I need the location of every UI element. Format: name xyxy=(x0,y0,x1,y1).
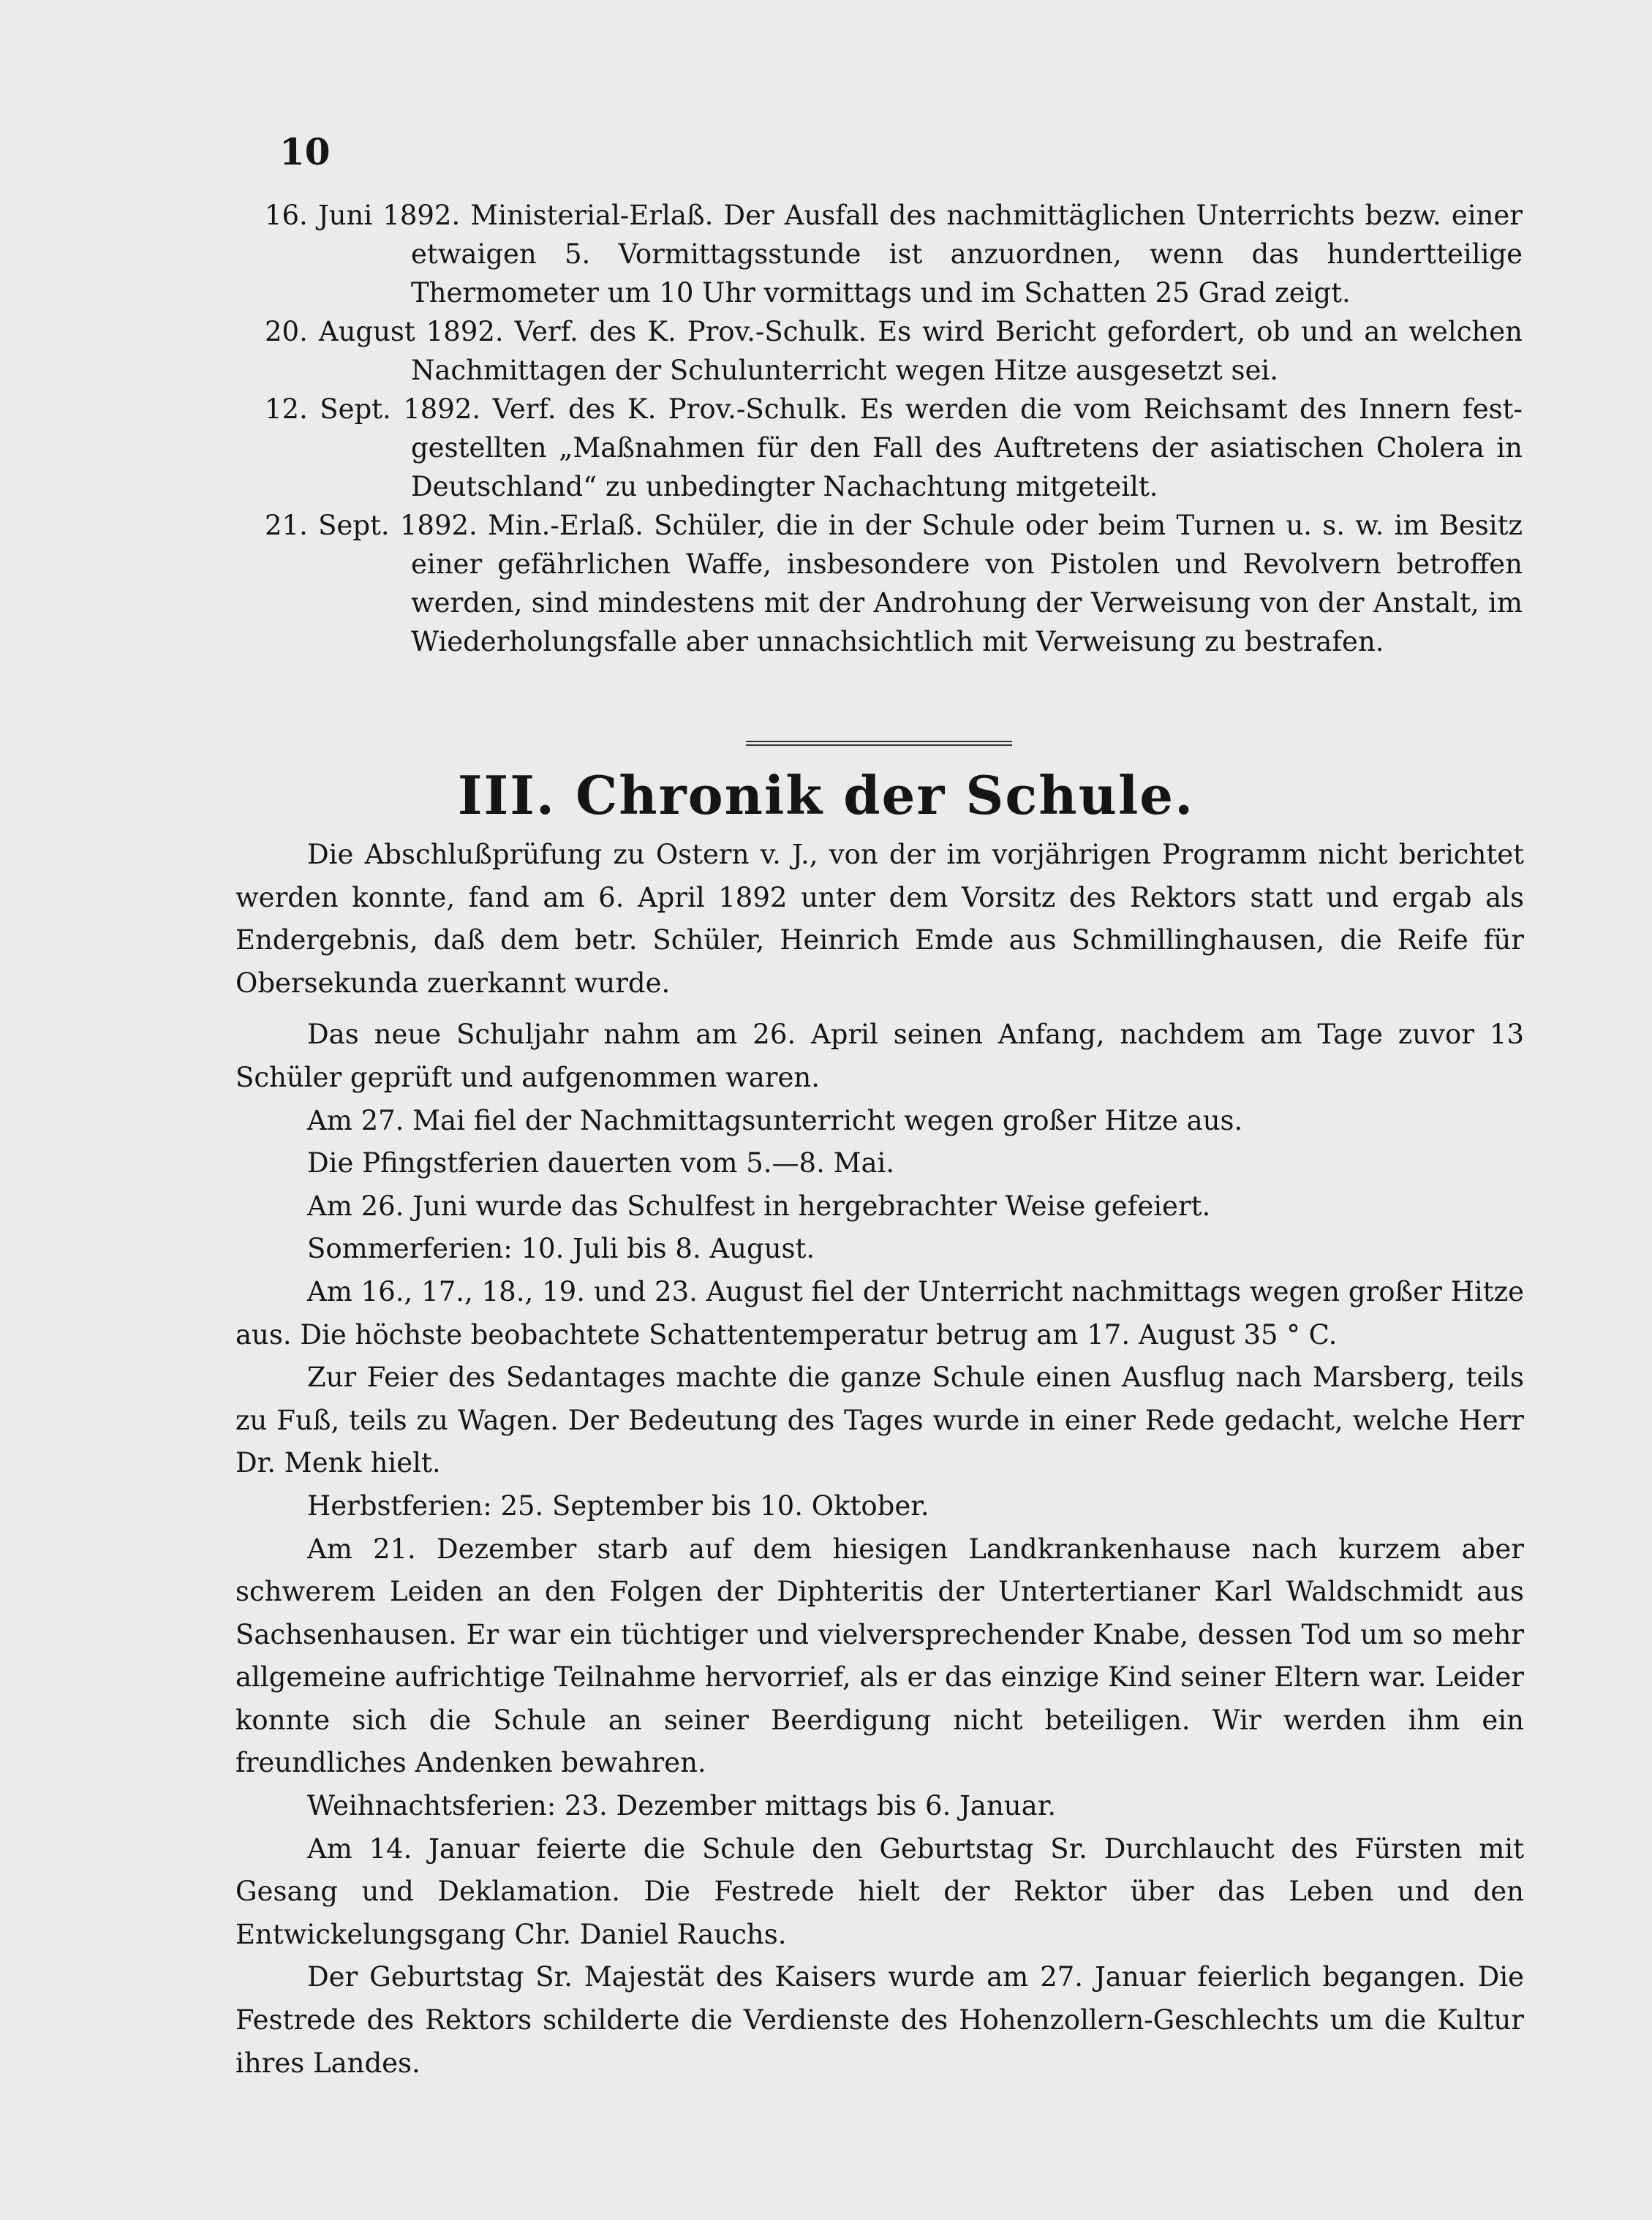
decree-text: gestellten „Maßnahmen für den Fall des Auftretens der asiatischen Cholera in Deutschland“ zu unbedingter Nachachtung mitgeteilt. xyxy=(411,432,1523,502)
chronicle-paragraph: Am 27. Mai fiel der Nachmittagsunterricht wegen großer Hitze aus. xyxy=(307,1104,1243,1136)
decree-text: einer gefährlichen Waffe, insbesondere von Pistolen und Revolvern betroffen werden, sind mindestens mit der Androhung der Verweisung von der Anstalt, im Wiederholungsfalle aber unnachsichtlich mit Verweisung zu bestrafen. xyxy=(411,548,1523,657)
chronicle-paragraph: Zur Feier des Sedantages machte die ganze Schule einen Ausflug nach Marsberg, teils zu Fuß, teils zu Wagen. Der Bedeutung des Tages wurde in einer Rede gedacht, welche Herr Dr. Menk hielt. xyxy=(235,1362,1524,1479)
chronicle-paragraph: Am 16., 17., 18., 19. und 23. August fiel der Unterricht nachmittags wegen großer Hitze aus. Die höchste beobachtete Schattentemperatur betrug am 17. August 35 ° C. xyxy=(235,1275,1524,1351)
chronicle-paragraph: Die Abschlußprüfung zu Ostern v. J., von der im vorjährigen Programm nicht berichtet werden konnte, fand am 6. April 1892 unter dem Vorsitz des Rektors statt und ergab als Endergebnis, daß dem betr. Schüler, Heinrich Emde aus Schmillinghausen, die Reife für Obersekunda zuerkannt wurde. xyxy=(235,839,1524,999)
chronicle-text xyxy=(235,834,1524,2085)
chronicle-paragraph: Weihnachtsferien: 23. Dezember mittags bis 6. Januar. xyxy=(307,1790,1057,1822)
decree-entry xyxy=(265,390,1523,506)
chronicle-paragraph: Sommerferien: 10. Juli bis 8. August. xyxy=(307,1233,815,1265)
decree-list xyxy=(265,196,1523,661)
decree-heading: 21. Sept. 1892. Min.-Erlaß. Schüler, die in der Schule oder beim Turnen u. s. w. im Besitz xyxy=(265,510,1523,541)
decree-entry xyxy=(265,196,1523,312)
chronicle-paragraph: Das neue Schuljahr nahm am 26. April seinen Anfang, nachdem am Tage zuvor 13 Schüler geprüft und aufgenommen waren. xyxy=(235,1019,1524,1093)
page-number: 10 xyxy=(279,130,331,173)
decree-entry xyxy=(265,506,1523,661)
chronicle-paragraph: Am 26. Juni wurde das Schulfest in hergebrachter Weise gefeiert. xyxy=(307,1190,1211,1222)
decree-text: etwaigen 5. Vormittagsstunde ist anzuordnen, wenn das hundertteilige Thermometer um 10 Uhr vormittags und im Schatten 25 Grad zeigt. xyxy=(411,238,1523,309)
chronicle-paragraph: Am 14. Januar feierte die Schule den Geburtstag Sr. Durchlaucht des Fürsten mit Gesang und Deklamation. Die Festrede hielt der Rektor über das Leben und den Entwickelungsgang Chr. Daniel Rauchs. xyxy=(235,1832,1524,1950)
section-title: III. Chronik der Schule. xyxy=(457,764,1195,826)
decree-heading: 12. Sept. 1892. Verf. des K. Prov.-Schulk. Es werden die vom Reichsamt des Innern fest- xyxy=(265,393,1523,425)
decree-entry xyxy=(265,312,1523,390)
decree-text: Nachmittagen der Schulunterricht wegen Hitze ausgesetzt sei. xyxy=(411,355,1278,386)
chronicle-paragraph: Die Pfingstferien dauerten vom 5.—8. Mai. xyxy=(307,1147,895,1179)
decree-heading: 20. August 1892. Verf. des K. Prov.-Schulk. Es wird Bericht gefordert, ob und an welchen xyxy=(265,316,1523,347)
chronicle-paragraph: Herbstferien: 25. September bis 10. Oktober. xyxy=(307,1490,929,1522)
decree-heading: 16. Juni 1892. Ministerial-Erlaß. Der Ausfall des nachmittäglichen Unterrichts bezw. einer xyxy=(265,200,1523,231)
chronicle-paragraph: Der Geburtstag Sr. Majestät des Kaisers wurde am 27. Januar feierlich begangen. Die Festrede des Rektors schilderte die Verdienste des Hohenzollern-Geschlechts um die Kultur ihres Landes. xyxy=(235,1961,1524,2079)
section-divider xyxy=(746,741,1012,746)
chronicle-paragraph: Am 21. Dezember starb auf dem hiesigen Landkrankenhause nach kurzem aber schwerem Leiden an den Folgen der Diphteritis der Untertertianer Karl Waldschmidt aus Sachsenhausen. Er war ein tüchtiger und vielversprechender Knabe, dessen Tod um so mehr allgemeine aufrichtige Teilnahme hervorrief, als er das einzige Kind seiner Eltern war. Leider konnte sich die Schule an seiner Beerdigung nicht beteiligen. Wir werden ihm ein freundliches Andenken bewahren. xyxy=(235,1533,1524,1779)
